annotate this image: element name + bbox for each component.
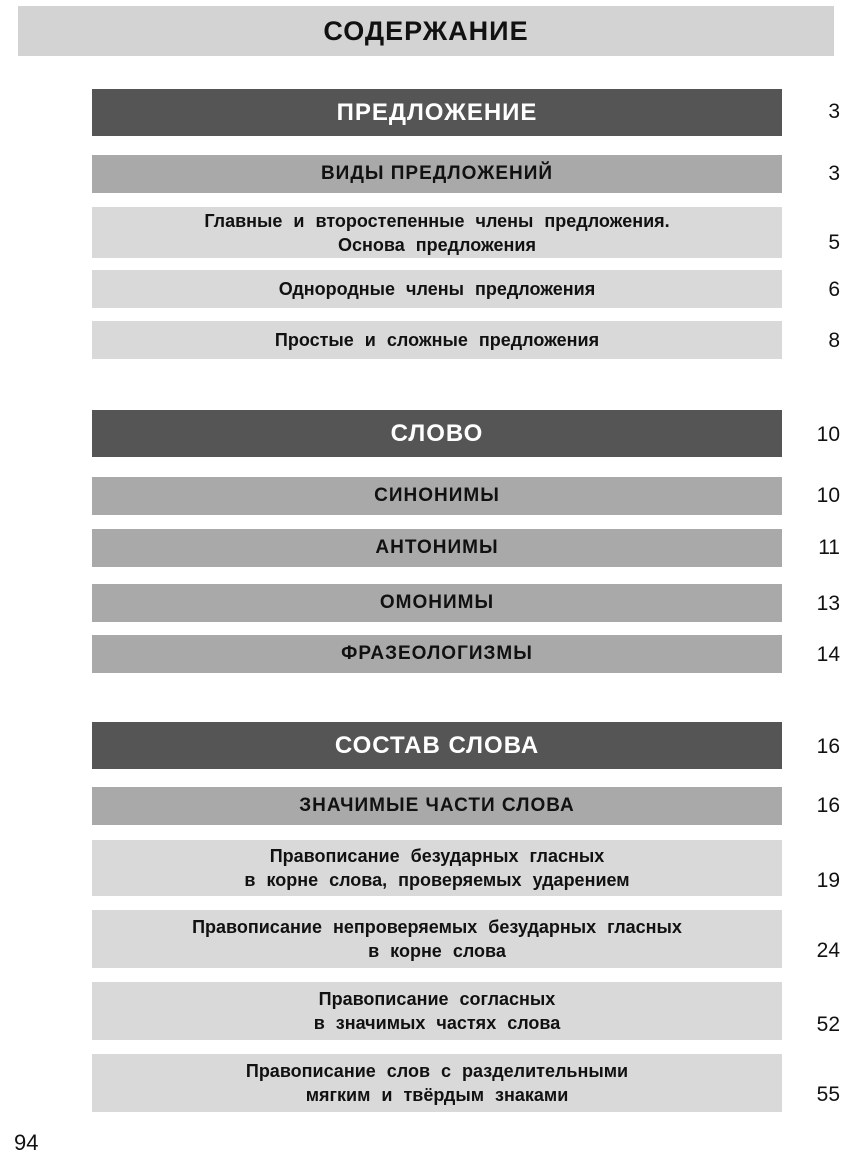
- toc-subsection-synonyms[interactable]: СИНОНИМЫ: [92, 477, 782, 515]
- toc-topic-line: Правописание согласных: [318, 989, 556, 1009]
- toc-topic-line: Правописание безударных гласных: [269, 846, 605, 866]
- toc-topic-line: Однородные члены предложения: [278, 279, 596, 299]
- toc-page-number: 5: [828, 231, 840, 254]
- toc-topic-line: Простые и сложные предложения: [274, 330, 600, 350]
- toc-page-number: 10: [816, 484, 840, 507]
- toc-topic-line: мягким и твёрдым знаками: [305, 1085, 569, 1105]
- toc-section-word[interactable]: СЛОВО: [92, 410, 782, 457]
- toc-subsection-antonyms[interactable]: АНТОНИМЫ: [92, 529, 782, 567]
- toc-topic-line: Главные и второстепенные члены предложения.: [204, 210, 670, 231]
- toc-topic-consonants[interactable]: [92, 982, 782, 1040]
- toc-topic-unchecked-vowels[interactable]: [92, 910, 782, 968]
- toc-page-number: 55: [816, 1083, 840, 1106]
- toc-page-number: 24: [816, 939, 840, 962]
- toc-topic-line: Основа предложения: [338, 234, 536, 255]
- toc-page-number: 52: [816, 1013, 840, 1036]
- toc-topic-line: в значимых частях слова: [313, 1013, 561, 1033]
- toc-topic-separating-signs[interactable]: [92, 1054, 782, 1112]
- toc-subsection-homonyms[interactable]: ОМОНИМЫ: [92, 584, 782, 622]
- toc-page-number: 6: [828, 278, 840, 301]
- toc-title: СОДЕРЖАНИЕ: [18, 6, 834, 56]
- toc-page-number: 13: [816, 592, 840, 615]
- toc-subsection-sentence-types[interactable]: ВИДЫ ПРЕДЛОЖЕНИЙ: [92, 155, 782, 193]
- toc-topic-line: в корне слова: [368, 941, 506, 961]
- toc-page-number: 16: [816, 735, 840, 758]
- toc-topic-sentence-members[interactable]: [92, 207, 782, 258]
- toc-topic-line: в корне слова, проверяемых ударением: [244, 870, 630, 890]
- toc-page-number: 3: [828, 100, 840, 123]
- toc-page-number: 11: [818, 536, 840, 559]
- toc-topic-line: Правописание непроверяемых безударных гласных: [192, 917, 682, 937]
- toc-page-number: 16: [816, 794, 840, 817]
- toc-topic-checked-vowels[interactable]: [92, 840, 782, 896]
- toc-topic-line: Правописание слов с разделительными: [245, 1061, 629, 1081]
- toc-page-number: 8: [828, 329, 840, 352]
- toc-page-number: 19: [816, 869, 840, 892]
- toc-section-word-structure[interactable]: СОСТАВ СЛОВА: [92, 722, 782, 769]
- toc-subsection-phraseologisms[interactable]: ФРАЗЕОЛОГИЗМЫ: [92, 635, 782, 673]
- toc-page-number: 14: [816, 643, 840, 666]
- toc-topic-homogeneous-members[interactable]: [92, 270, 782, 308]
- toc-page-number: 10: [816, 423, 840, 446]
- toc-section-sentence[interactable]: ПРЕДЛОЖЕНИЕ: [92, 89, 782, 136]
- toc-page-number: 3: [828, 162, 840, 185]
- toc-subsection-word-parts[interactable]: ЗНАЧИМЫЕ ЧАСТИ СЛОВА: [92, 787, 782, 825]
- page-folio-number: 94: [14, 1130, 39, 1155]
- toc-topic-simple-complex-sentences[interactable]: [92, 321, 782, 359]
